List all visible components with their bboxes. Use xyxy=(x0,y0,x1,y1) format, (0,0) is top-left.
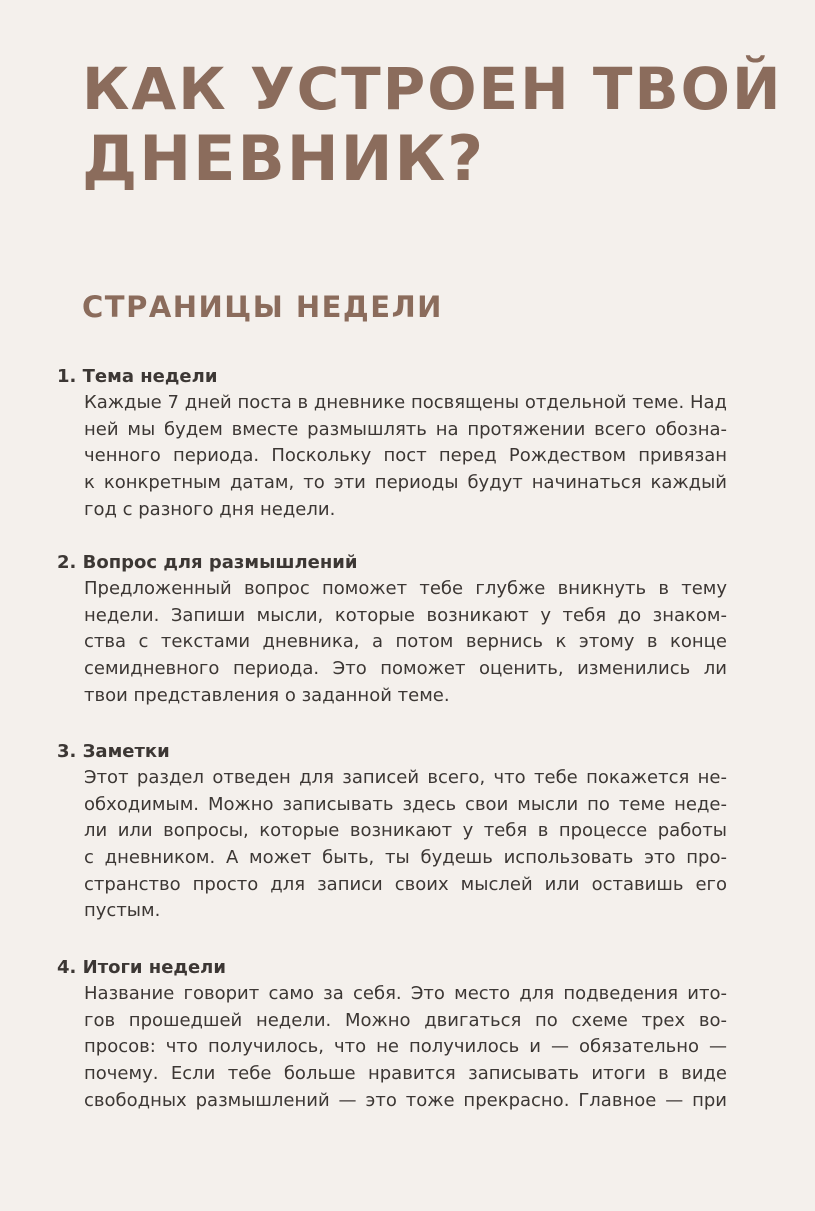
page-title xyxy=(82,54,782,194)
text-line: Название говорит само за себя. Это место для подведения ито- xyxy=(84,983,727,1004)
list-item xyxy=(57,364,729,523)
text-line: твои представления о заданной теме. xyxy=(84,684,450,706)
text-line: ства с текстами дневника, а потом вернись к этому в конце xyxy=(84,631,727,653)
text-line: семидневного периода. Это поможет оценить, изменились ли xyxy=(84,658,727,680)
text-line: пустым. xyxy=(84,900,161,922)
text-line: почему. Если тебе больше нравится записывать итоги в виде xyxy=(84,1063,727,1085)
text-line: Предложенный вопрос поможет тебе глубже вникнуть в тему xyxy=(84,578,727,599)
item-body xyxy=(84,576,727,709)
item-body xyxy=(84,390,727,523)
text-line: просов: что получилось, что не получилось и — обязательно — xyxy=(84,1036,727,1058)
text-line: с дневником. А может быть, ты будешь использовать это про- xyxy=(84,847,727,869)
text-line: ченного периода. Поскольку пост перед Рождеством привязан xyxy=(84,445,727,467)
text-line: гов прошедшей недели. Можно двигаться по схеме трех во- xyxy=(84,1009,727,1031)
text-line: ли или вопросы, которые возникают у тебя в процессе работы xyxy=(84,820,727,842)
text-line: свободных размышлений — это тоже прекрасно. Главное — при xyxy=(84,1089,727,1111)
text-line: обходимым. Можно записывать здесь свои мысли по теме неде- xyxy=(84,793,727,815)
text-line: Этот раздел отведен для записей всего, что тебе покажется не- xyxy=(84,767,727,788)
title-line: ДНЕВНИК? xyxy=(82,122,486,195)
section-title: СТРАНИЦЫ НЕДЕЛИ xyxy=(82,290,443,324)
item-body xyxy=(84,765,727,925)
text-line: ней мы будем вместе размышлять на протяжении всего обозна- xyxy=(84,418,727,440)
item-body xyxy=(84,981,727,1114)
title-line: КАК УСТРОЕН ТВОЙ xyxy=(82,55,783,123)
item-heading: 1. Тема недели xyxy=(57,366,218,387)
text-line: странство просто для записи своих мыслей или оставишь его xyxy=(84,873,727,895)
text-line: Каждые 7 дней поста в дневнике посвящены отдельной теме. Над xyxy=(84,392,727,413)
item-heading: 4. Итоги недели xyxy=(57,957,226,978)
list-item xyxy=(57,550,729,709)
text-line: год с разного дня недели. xyxy=(84,498,336,520)
text-line: недели. Запиши мысли, которые возникают у тебя до знаком- xyxy=(84,604,727,626)
list-item xyxy=(57,955,729,1114)
item-heading: 2. Вопрос для размышлений xyxy=(57,552,358,573)
text-line: к конкретным датам, то эти периоды будут начинаться каждый xyxy=(84,472,727,494)
list-item xyxy=(57,739,729,925)
item-heading: 3. Заметки xyxy=(57,741,170,762)
